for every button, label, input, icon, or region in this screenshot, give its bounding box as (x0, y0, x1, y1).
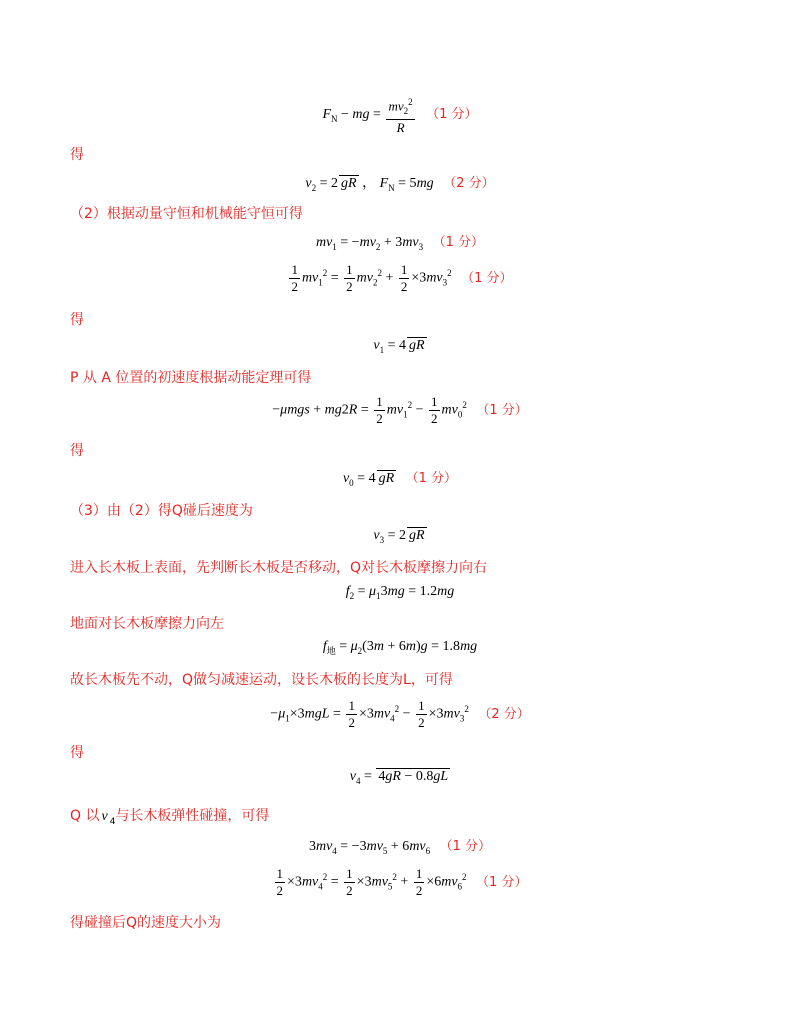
text-got: 得 (70, 745, 84, 761)
equation-v4: $v_4 = 4gR - 0.8gL$ (349, 769, 449, 786)
score-label: （2 分） (443, 176, 495, 191)
text-q-collision: Q 以 v $_4$与长木板弹性碰撞，可得 (70, 808, 270, 827)
text-q-collision-pre: Q 以 (70, 808, 100, 824)
text-q-collision-post: 与长木板弹性碰撞，可得 (115, 808, 270, 824)
score-label: （1 分） (476, 874, 528, 890)
score-label: （1 分） (461, 270, 513, 286)
equation-work-energy: −μmgs + mg2R = $\frac{1}{2}$ $mv_1^2$ − $\frac{1}{2}$ $mv_0^2$ （1 分） (272, 394, 528, 426)
score-label: （1 分） (476, 402, 528, 418)
equation-collision-momentum: $3mv_4 = -3mv_5 + 6mv_6$ （1 分） (308, 839, 492, 856)
text-after-collision: 得碰撞后Q的速度大小为 (70, 915, 222, 931)
text-got: 得 (70, 312, 84, 328)
text-enter-board: 进入长木板上表面，先判断长木板是否移动，Q对长木板摩擦力向右 (70, 560, 488, 576)
text-got: 得 (70, 147, 84, 163)
equation-deceleration: $-\mu_1\times 3mgL$ = $\frac{1}{2}$ $\times 3mv_4^2$ − $\frac{1}{2}$ $\times 3mv_3^2$ （2 分） (270, 698, 530, 730)
text-part3-intro: （3）由（2）得Q碰后速度为 (70, 503, 253, 519)
text-got: 得 (70, 443, 84, 459)
equation-v1: $v_1 = 4$ gR (373, 338, 425, 355)
score-label: （2 分） (478, 706, 530, 722)
score-label: （1 分） (426, 107, 478, 123)
equation-collision-energy: $\frac{1}{2}$ $\times 3mv_4^2$ = $\frac{1}{2}$ $\times 3mv_5^2$ + $\frac{1}{2}$ $\times 6mv_6^2$ （1 分） (276, 866, 528, 898)
text-part2-intro: （2）根据动量守恒和机械能守恒可得 (70, 206, 303, 222)
equation-ground-friction: $f_地 = \mu_2(3m + 6m)g = 1.8mg$ (322, 639, 478, 656)
equation-momentum-conservation: $mv_1 = -mv_2 + 3mv_3$ （1 分） (315, 235, 485, 252)
equation-v0: $v_0 = 4$ gR （1 分） (342, 471, 458, 488)
score-label: （1 分） (432, 235, 485, 250)
equation-v2-fn: $v_2 = 2$ gR ， $F_N = 5mg$ （2 分） (305, 176, 495, 193)
score-label: （1 分） (405, 471, 458, 486)
score-label: （1 分） (439, 839, 492, 854)
text-ground-friction: 地面对长木板摩擦力向左 (70, 616, 224, 632)
equation-f2: $f_2 = \mu_13mg = 1.2mg$ (345, 584, 455, 601)
equation-energy-conservation: $\frac{1}{2}$ $mv_1^2$ = $\frac{1}{2}$ $mv_2^2$ + $\frac{1}{2}$ $\times 3mv_3^2$ （1 分） (291, 262, 513, 294)
equation-v3: $v_3 = 2$ gR (373, 528, 425, 545)
equation-newton-second-law: $F_N$ − mg = $\frac{mv_2^2}{R}$ （1 分） (0, 94, 800, 136)
text-p-from-a: P 从 A 位置的初速度根据动能定理可得 (70, 370, 312, 386)
text-board-static: 故长木板先不动，Q做匀减速运动，设长木板的长度为L，可得 (70, 672, 453, 688)
